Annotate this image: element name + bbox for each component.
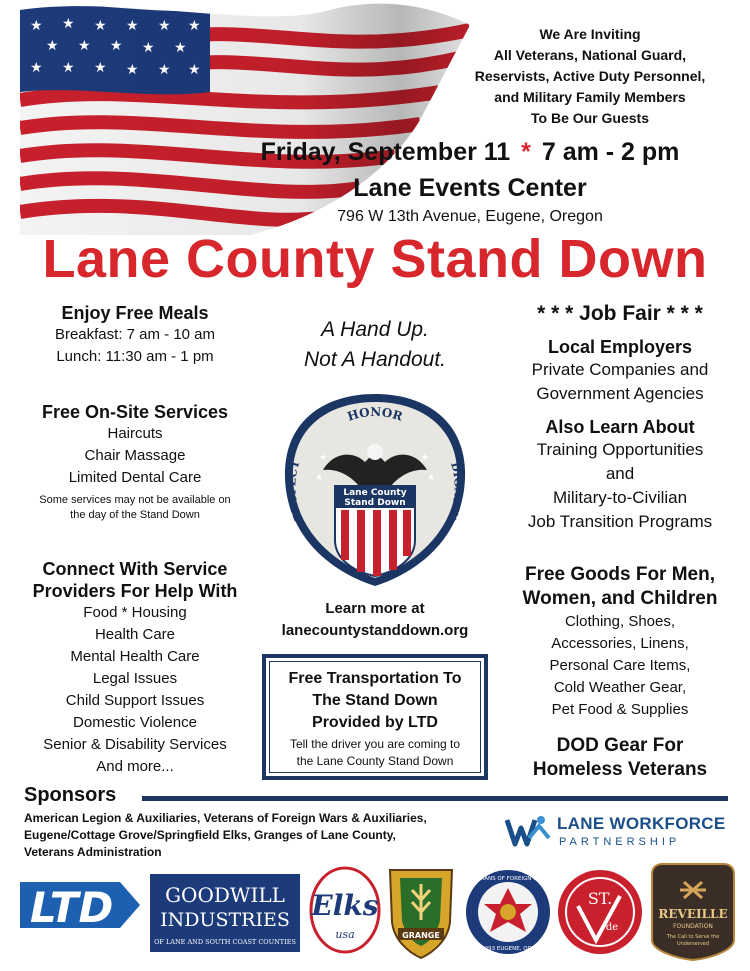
providers-section [10,558,260,778]
job-fair-item: and [605,464,635,483]
meals-section [10,302,260,368]
workforce-sub: PARTNERSHIP [559,836,681,848]
service-item: Limited Dental Care [68,469,202,486]
svg-text:★: ★ [421,452,430,462]
services-note: Some services may not be available on [39,494,231,506]
svdp-logo-text: de [605,922,619,933]
sponsor-line: Veterans Administration [24,845,162,859]
meal-item: Lunch: 11:30 am - 1 pm [56,348,214,365]
event-day: Friday, September 11 [260,138,511,166]
job-fair-item: Private Companies and [531,360,709,379]
invite-line: and Military Family Members [494,89,686,105]
learn-more-label: Learn more at [325,600,425,617]
reveille-logo-text: REVEILLE [658,907,728,921]
svg-text:★: ★ [315,472,324,482]
seal-banner-line: Lane County [343,488,407,498]
invite-line: We Are Inviting [539,26,641,42]
meals-heading: Enjoy Free Meals [61,303,209,323]
elks-logo-text: Elks [311,889,379,922]
lane-workforce-logo [505,812,735,857]
job-fair-item: Job Transition Programs [527,512,713,531]
job-fair-section [500,302,740,534]
invite-text [440,24,740,129]
tagline-line: A Hand Up. [321,318,429,341]
vfw-logo-text: POST 293 EUGENE, OREGON [468,946,548,952]
job-fair-subheading: Local Employers [547,337,693,357]
job-fair-item: Training Opportunities [536,440,704,459]
event-date [190,138,750,167]
sponsor-line: American Legion & Auxiliaries, Veterans of Foreign Wars & Auxiliaries, [24,811,427,825]
reveille-logo-text: FOUNDATION [673,923,713,930]
dod-line: DOD Gear For [556,735,684,756]
website-link[interactable]: lanecountystanddown.org [281,622,469,639]
event-address: 796 W 13th Avenue, Eugene, Oregon [337,208,603,225]
goods-heading: Free Goods For Men, [524,564,716,585]
seal-banner-line: Stand Down [344,498,406,508]
transport-note: Tell the driver you are coming to [289,737,461,751]
workforce-name: LANE WORKFORCE [557,814,726,833]
transportation-box [262,654,488,780]
svg-text:★: ★ [319,452,328,462]
transport-heading: The Stand Down [312,692,438,709]
provider-item: Mental Health Care [70,648,200,665]
provider-item: And more... [96,758,174,775]
goodwill-logo [150,874,300,952]
workforce-people-icon [505,814,553,854]
sponsor-logos-row [0,860,750,965]
job-fair-subheading: Also Learn About [545,417,695,437]
reveille-logo-text: The Call to Serve the [666,934,720,940]
invite-line: All Veterans, National Guard, [493,47,687,63]
goodwill-logo-text: INDUSTRIES [160,909,290,931]
stand-down-seal-logo [275,390,475,590]
ltd-logo-text: LTD [30,883,114,932]
provider-item: Legal Issues [92,670,178,687]
reveille-foundation-logo [652,864,734,960]
elks-logo [310,868,379,952]
transport-heading: Free Transportation To [288,670,462,687]
main-title: Lane County Stand Down [42,229,708,289]
st-vincent-de-paul-logo [558,870,642,954]
reveille-logo-text: Underserved [676,941,710,947]
vfw-logo-text: VETERANS OF FOREIGN WARS [466,876,550,882]
service-item: Chair Massage [84,447,186,464]
goods-section [500,563,740,721]
sponsor-line: Eugene/Cottage Grove/Springfield Elks, Granges of Lane County, [24,828,396,842]
ltd-logo [20,882,140,932]
tagline-line: Not A Handout. [303,348,447,371]
invite-line: Reservists, Active Duty Personnel, [474,68,706,84]
event-venue: Lane Events Center [353,174,587,202]
transport-note: the Lane County Stand Down [296,754,454,768]
goods-item: Pet Food & Supplies [551,701,689,718]
event-separator: * [521,138,531,166]
service-item: Haircuts [107,425,163,442]
event-time: 7 am - 2 pm [541,138,680,166]
sponsors-list [24,810,504,861]
goods-item: Personal Care Items, [549,657,691,674]
provider-item: Food * Housing [83,604,187,621]
dod-section [500,734,740,782]
invite-line: To Be Our Guests [531,110,649,126]
providers-heading: Connect With Service [42,559,228,579]
provider-item: Health Care [94,626,176,643]
goods-item: Accessories, Linens, [551,635,689,652]
goods-item: Cold Weather Gear, [553,679,687,696]
svg-text:★: ★ [427,472,436,482]
seal-dignity-text: DIGNITY [445,460,465,522]
meal-item: Breakfast: 7 am - 10 am [54,326,216,343]
provider-item: Child Support Issues [65,692,205,709]
provider-item: Senior & Disability Services [43,736,227,753]
grange-logo-text: GRANGE [402,931,440,940]
grange-logo [390,870,452,958]
job-fair-heading: * * * Job Fair * * * [537,302,703,325]
vfw-logo [466,870,550,954]
provider-item: Domestic Violence [73,714,197,731]
goodwill-logo-text: GOODWILL [165,883,285,907]
job-fair-item: Military-to-Civilian [552,488,688,507]
services-heading: Free On-Site Services [41,402,229,422]
services-note: the day of the Stand Down [70,509,200,521]
goodwill-logo-text: OF LANE AND SOUTH COAST COUNTIES [154,938,296,946]
job-fair-item: Government Agencies [536,384,704,403]
providers-heading: Providers For Help With [32,581,238,601]
services-section [10,401,260,523]
learn-more [255,598,495,642]
sponsors-heading: Sponsors [24,784,117,806]
dod-line: Homeless Veterans [532,759,708,780]
seal-honor-text: HONOR [345,405,405,424]
tagline [255,315,495,375]
transport-heading: Provided by LTD [312,714,438,731]
goods-heading: Women, and Children [522,588,718,609]
sponsors-divider [142,796,728,801]
seal-respect-text: RESPECT [285,458,306,523]
svdp-logo-text: ST. [587,889,613,908]
elks-logo-text: usa [335,928,355,941]
goods-item: Clothing, Shoes, [564,613,676,630]
